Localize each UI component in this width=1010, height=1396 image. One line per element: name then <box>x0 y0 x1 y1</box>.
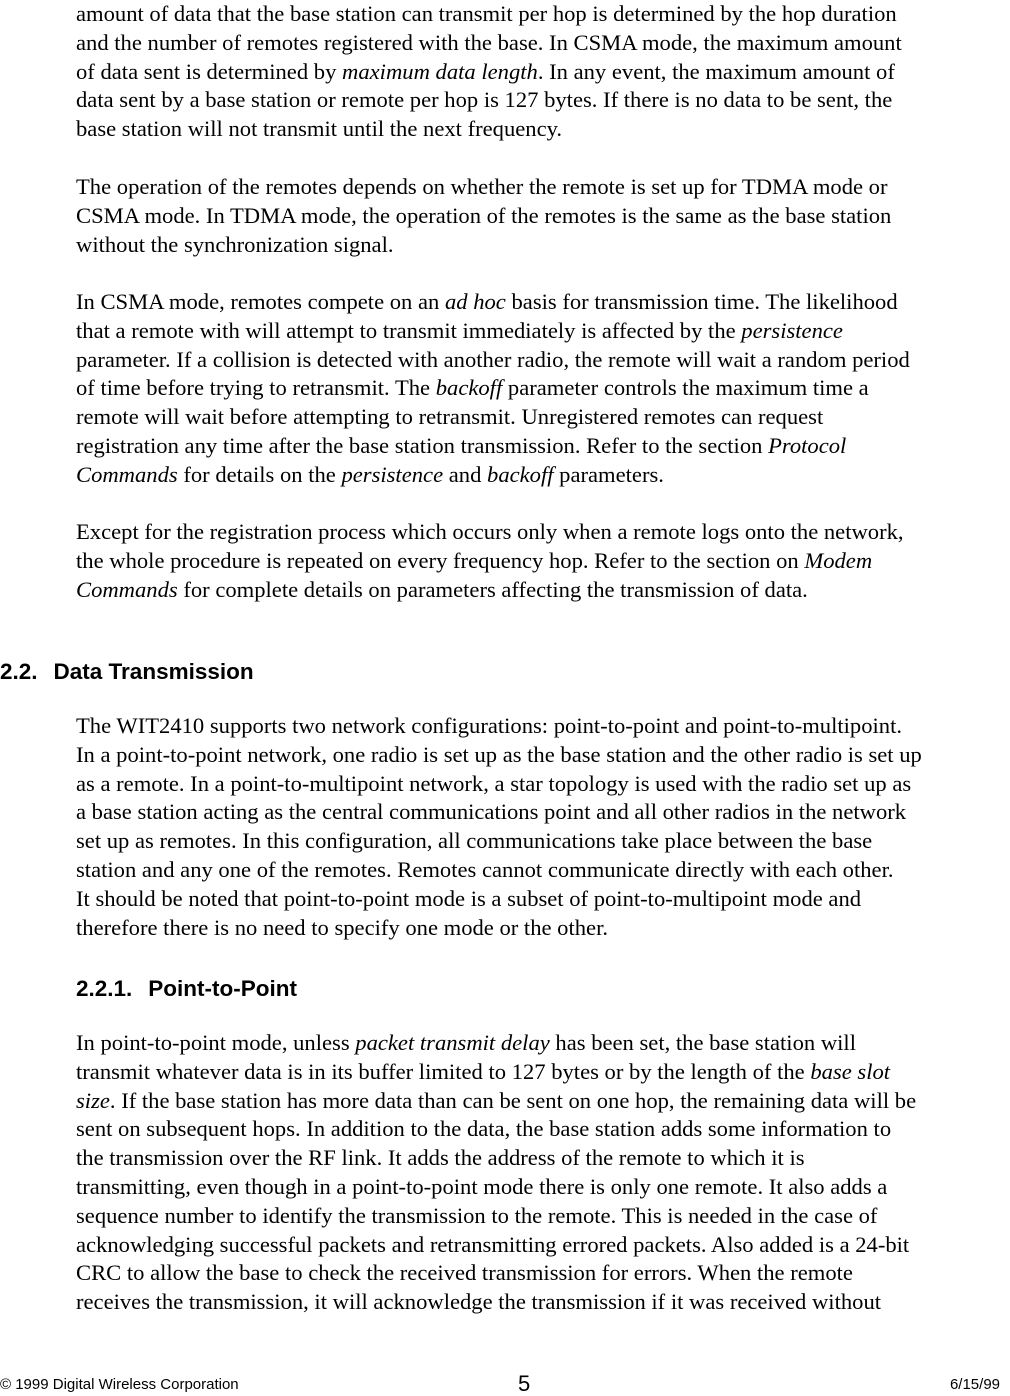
text-line <box>76 856 1010 885</box>
italic-term: persistence <box>341 461 444 487</box>
text-line <box>76 914 1010 943</box>
text-line <box>76 827 1010 856</box>
text-run: for complete details on parameters affecting the transmission of data. <box>177 576 808 602</box>
text-run: data sent by a base station or remote per hop is 127 bytes. If there is no data to be sent, the <box>76 87 893 113</box>
text-line <box>76 374 1010 403</box>
text-run: for details on the <box>177 461 342 487</box>
text-run: parameters. <box>553 461 664 487</box>
text-run: . In any event, the maximum amount of <box>537 58 895 84</box>
text-line <box>76 885 1010 914</box>
text-run: the whole procedure is repeated on every frequency hop. Refer to the section on <box>76 547 805 573</box>
section-title: Data Transmission <box>53 659 254 684</box>
text-run: parameter controls the maximum time a <box>502 375 869 401</box>
text-run: base station will not transmit until the next frequency. <box>76 116 563 142</box>
text-run: without the synchronization signal. <box>76 231 394 257</box>
text-run: of data sent is determined by <box>76 58 343 84</box>
text-run: The operation of the remotes depends on whether the remote is set up for TDMA mode or <box>76 174 888 199</box>
text-line <box>76 741 1010 770</box>
text-line <box>76 0 1010 29</box>
text-run: CSMA mode. In TDMA mode, the operation of the remotes is the same as the base station <box>76 202 892 228</box>
text-run: remote will wait before attempting to retransmit. Unregistered remotes can request <box>76 404 824 430</box>
italic-term: maximum data length <box>342 58 538 84</box>
text-run: registration any time after the base station transmission. Refer to the section <box>76 432 769 458</box>
text-line <box>76 1144 1010 1173</box>
text-run: It should be noted that point-to-point mode is a subset of point-to-multipoint mode and <box>76 885 862 911</box>
subsection-title: Point-to-Point <box>148 976 297 1001</box>
text-line <box>76 1115 1010 1144</box>
text-run: transmitting, even though in a point-to-point mode there is only one remote. It also adds a <box>76 1173 888 1199</box>
text-run: has been set, the base station will <box>549 1030 856 1055</box>
text-run: a base station acting as the central communications point and all other radios in the network <box>76 799 907 825</box>
text-run: therefore there is no need to specify one mode or the other. <box>76 914 609 940</box>
text-run: the transmission over the RF link. It adds the address of the remote to which it is <box>76 1145 805 1171</box>
text-line <box>76 288 1010 317</box>
text-line <box>76 29 1010 58</box>
italic-term: Commands <box>76 461 178 487</box>
text-run: transmit whatever data is in its buffer limited to 127 bytes or by the length of the <box>76 1058 811 1084</box>
text-line <box>76 173 1010 202</box>
text-run: acknowledging successful packets and retransmitting errored packets. Also added is a 24-bit <box>76 1231 910 1257</box>
text-run: that a remote with will attempt to transmit immediately is affected by the <box>76 317 742 343</box>
footer-copyright: © 1999 Digital Wireless Corporation <box>0 1376 239 1393</box>
footer-date: 6/15/99 <box>949 1376 1000 1393</box>
italic-term: persistence <box>741 317 843 343</box>
text-run: sent on subsequent hops. In addition to the data, the base station adds some information to <box>76 1116 892 1142</box>
text-run: In point-to-point mode, unless <box>76 1030 356 1055</box>
paragraph-registration-process <box>76 518 1010 604</box>
paragraph-remote-operation <box>76 173 1010 259</box>
section-number: 2.2. <box>0 659 38 684</box>
text-line <box>76 461 1010 490</box>
text-line <box>76 1259 1010 1288</box>
text-line <box>76 1288 1010 1317</box>
text-line <box>76 770 1010 799</box>
text-run: and <box>443 461 488 487</box>
text-line <box>76 576 1010 605</box>
text-line <box>76 432 1010 461</box>
paragraph-point-to-point-mode <box>76 1029 1010 1317</box>
text-line <box>76 115 1010 144</box>
text-run: In a point-to-point network, one radio is set up as the base station and the other radio is set up <box>76 741 922 767</box>
text-run: set up as remotes. In this configuration, all communications take place between the base <box>76 828 873 854</box>
text-line <box>76 202 1010 231</box>
italic-term: base slot <box>810 1058 891 1084</box>
text-line <box>76 346 1010 375</box>
text-run: CRC to allow the base to check the received transmission for errors. When the remote <box>76 1260 853 1286</box>
text-line <box>76 58 1010 87</box>
text-run: The WIT2410 supports two network configurations: point-to-point and point-to-multipoint. <box>76 713 903 738</box>
text-run: Except for the registration process which occurs only when a remote logs onto the network, <box>76 519 904 544</box>
text-run: receives the transmission, it will acknowledge the transmission if it was received without <box>76 1289 882 1315</box>
text-run: amount of data that the base station can transmit per hop is determined by the hop duration <box>76 1 897 26</box>
text-line <box>76 231 1010 260</box>
text-run: and the number of remotes registered with the base. In CSMA mode, the maximum amount <box>76 29 902 55</box>
text-line <box>76 403 1010 432</box>
paragraph-network-configurations <box>76 712 1010 942</box>
text-line <box>76 1029 1010 1058</box>
text-line <box>76 547 1010 576</box>
text-run: sequence number to identify the transmission to the remote. This is needed in the case of <box>76 1202 878 1228</box>
text-line <box>76 518 1010 547</box>
text-line <box>76 1202 1010 1231</box>
text-line <box>76 86 1010 115</box>
text-line <box>76 712 1010 741</box>
text-line <box>76 1058 1010 1087</box>
italic-term: ad hoc <box>444 289 506 314</box>
subsection-heading-point-to-point <box>76 976 297 1002</box>
section-heading-data-transmission <box>0 659 254 685</box>
text-run: station and any one of the remotes. Remotes cannot communicate directly with each other. <box>76 856 894 882</box>
paragraph-csma-mode <box>76 288 1010 490</box>
text-run: of time before trying to retransmit. The <box>76 375 436 401</box>
italic-term: Protocol <box>768 432 847 458</box>
text-run: In CSMA mode, remotes compete on an <box>76 289 445 314</box>
italic-term: Commands <box>76 576 178 602</box>
text-line <box>76 1231 1010 1260</box>
italic-term: packet transmit delay <box>355 1030 550 1055</box>
footer-page-number: 5 <box>518 1371 531 1396</box>
subsection-number: 2.2.1. <box>76 976 133 1001</box>
text-line <box>76 798 1010 827</box>
text-line <box>76 1173 1010 1202</box>
italic-term: size <box>76 1087 110 1113</box>
italic-term: backoff <box>435 375 503 401</box>
text-run: parameter. If a collision is detected with another radio, the remote will wait a random period <box>76 346 910 372</box>
paragraph-hop-data-amount <box>76 0 1010 144</box>
text-line <box>76 317 1010 346</box>
text-run: . If the base station has more data than can be sent on one hop, the remaining data will be <box>109 1087 917 1113</box>
italic-term: Modem <box>804 547 873 573</box>
text-run: basis for transmission time. The likelihood <box>505 289 898 314</box>
italic-term: backoff <box>487 461 554 487</box>
text-line <box>76 1087 1010 1116</box>
text-run: as a remote. In a point-to-multipoint network, a star topology is used with the radio set up as <box>76 770 912 796</box>
